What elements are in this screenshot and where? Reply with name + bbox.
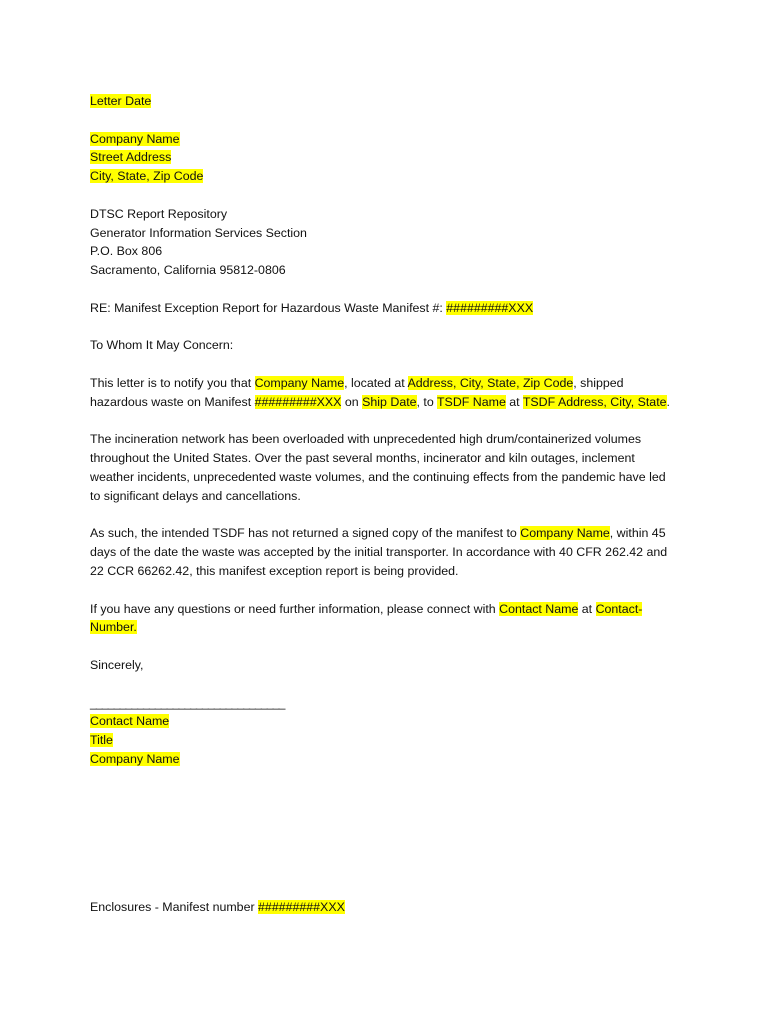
enclosures-manifest-number: #########XXX bbox=[258, 900, 345, 914]
closing-text: Sincerely, bbox=[90, 657, 144, 672]
para1-text-7: . bbox=[666, 394, 670, 409]
signature-company-name: Company Name bbox=[90, 751, 180, 766]
notification-paragraph: This letter is to notify you that Company Name, located at Address, City, State, Zip Code, shipped hazardous waste on Manifest #########XXX on Ship Date, to TSDF Name at TSDF Address, City, State. bbox=[90, 375, 670, 409]
letter-date-block bbox=[90, 92, 710, 111]
salutation bbox=[90, 336, 710, 355]
para4-text-1: If you have any questions or need further information, please connect with bbox=[90, 601, 500, 616]
para4-text-2: at bbox=[578, 601, 596, 616]
para1-text-1: This letter is to notify you that bbox=[90, 375, 255, 390]
para3-text-1: As such, the intended TSDF has not returned a signed copy of the manifest to bbox=[90, 526, 521, 541]
para1-text-4: on bbox=[341, 394, 363, 409]
incineration-paragraph: The incineration network has been overloaded with unprecedented high drum/containerized volumes throughout the United States. Over the past several months, incinerator and kiln outages, inclement weather incidents, unprecedented waste volumes, and the continuing effects from the pandemic have led to significant delays and cancellations. bbox=[90, 432, 666, 503]
recipient-line-1: DTSC Report Repository bbox=[90, 206, 228, 221]
recipient-line-3: P.O. Box 806 bbox=[90, 244, 163, 259]
para3-company-name: Company Name bbox=[520, 526, 610, 541]
enclosures-prefix: Enclosures - Manifest number bbox=[90, 900, 259, 914]
para1-text-2: , located at bbox=[344, 375, 408, 390]
exception-paragraph bbox=[90, 524, 670, 580]
para1-manifest-number: #########XXX bbox=[254, 394, 342, 409]
signature-title: Title bbox=[90, 733, 113, 748]
para1-text-5: , to bbox=[416, 394, 437, 409]
para1-tsdf-address: TSDF Address, City, State bbox=[522, 394, 667, 409]
para4-contact-name: Contact Name bbox=[499, 601, 579, 616]
subject-line bbox=[90, 299, 710, 318]
para1-text-6: at bbox=[505, 394, 523, 409]
recipient-line-2: Generator Information Services Section bbox=[90, 225, 307, 240]
enclosures-line bbox=[90, 898, 345, 917]
subject-manifest-number: #########XXX bbox=[446, 300, 534, 315]
recipient-address-block bbox=[90, 205, 710, 280]
recipient-line-4: Sacramento, California 95812-0806 bbox=[90, 263, 286, 278]
subject-prefix: RE: Manifest Exception Report for Hazardous Waste Manifest #: bbox=[90, 300, 447, 315]
signature-block bbox=[90, 694, 710, 769]
sender-city-state-zip: City, State, Zip Code bbox=[90, 169, 204, 184]
contact-paragraph bbox=[90, 600, 670, 638]
para1-address: Address, City, State, Zip Code bbox=[407, 375, 574, 390]
salutation-text: To Whom It May Concern: bbox=[90, 338, 234, 353]
para1-ship-date: Ship Date bbox=[362, 394, 417, 409]
signature-line: _________________________________ bbox=[90, 695, 285, 710]
para3-text-2: , within 45 days of the date the waste was accepted by the initial transporter. In accordance with 40 CFR 262.42 and 22 CCR 66262.42, this manifest exception report is being provided. bbox=[90, 526, 668, 578]
letter-date: Letter Date bbox=[90, 94, 152, 108]
para1-tsdf-name: TSDF Name bbox=[436, 394, 506, 409]
sender-company: Company Name bbox=[90, 131, 180, 146]
signature-contact-name: Contact Name bbox=[90, 714, 170, 729]
sender-street: Street Address bbox=[90, 150, 172, 165]
para1-company-name: Company Name bbox=[254, 375, 345, 390]
sender-address-block bbox=[90, 130, 710, 186]
closing bbox=[90, 656, 710, 675]
para4-contact-number: Contact-Number. bbox=[90, 601, 643, 635]
